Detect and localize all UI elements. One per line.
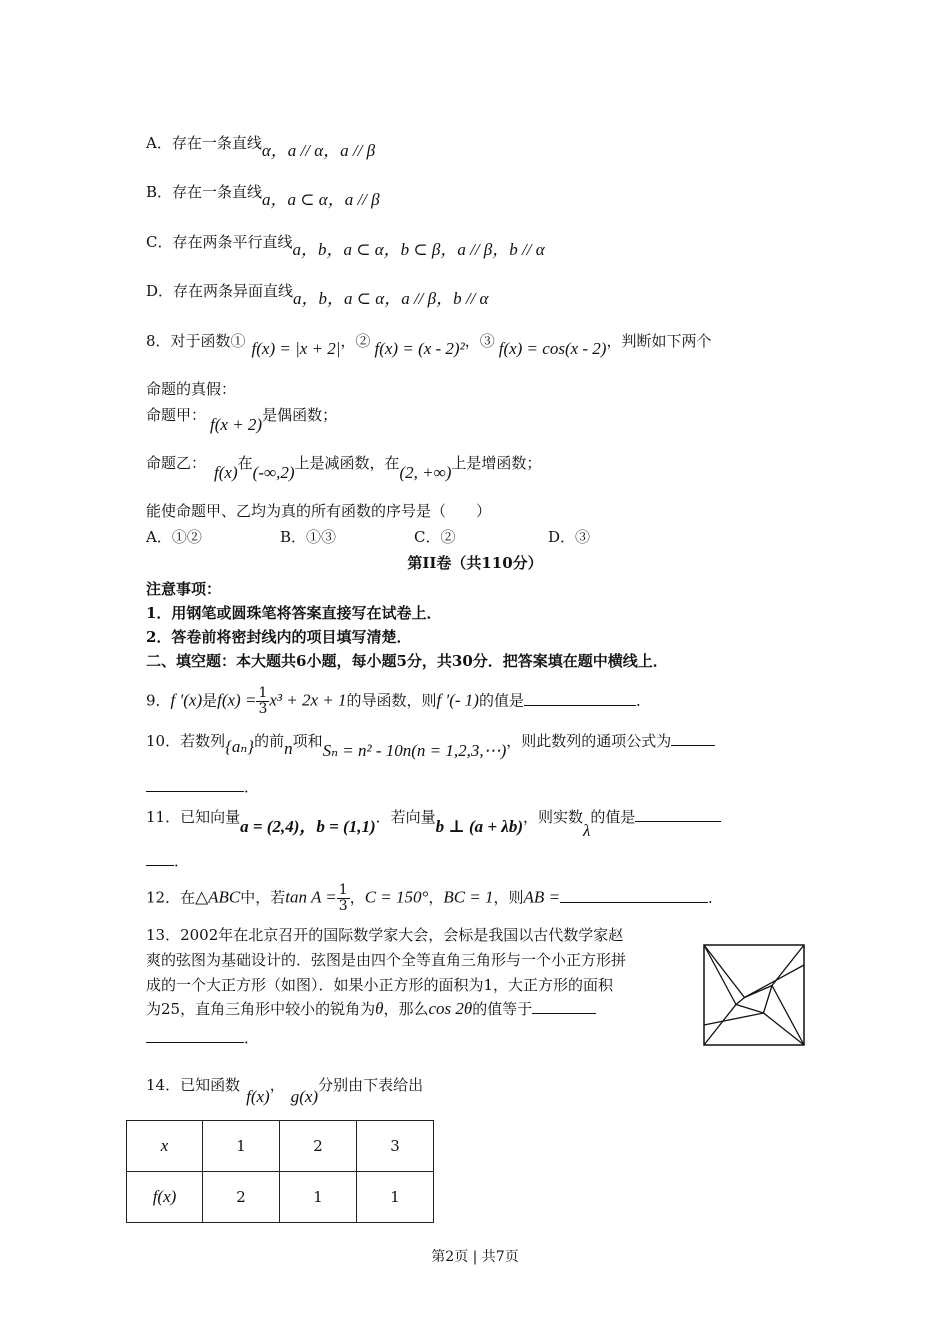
q11-answer-blank-cont[interactable] (146, 851, 174, 866)
q7-option-c: C．存在两条平行直线a，b，a ⊂ α，b ⊂ β，a // β，b // α (146, 233, 545, 259)
q9-answer-blank[interactable] (524, 691, 636, 706)
q13-line-2: 爽的弦图为基础设计的．弦图是由四个全等直角三角形与一个小正方形拼 (146, 951, 627, 969)
q11-answer-blank[interactable] (635, 807, 721, 822)
q9-fraction: $\frac{1}{3}$ (258, 685, 268, 717)
note-2: 2．答卷前将密封线内的项目填写清楚． (146, 628, 412, 646)
table-cell: x (127, 1121, 203, 1172)
q13-answer-blank[interactable] (532, 999, 596, 1014)
q8-stem-cont: 命题的真假： (146, 380, 237, 398)
q7-option-d: D．存在两条异面直线a，b，a ⊂ α，a // β，b // α (146, 282, 489, 308)
table-row (127, 1172, 434, 1223)
q7-option-a: A．存在一条直线α，a // α，a // β (146, 134, 376, 160)
page-footer: 第2页 | 共7页 (431, 1249, 519, 1265)
function-table (126, 1120, 434, 1223)
q8-choice-d: D．③ (548, 528, 591, 546)
q8-prop-1: 命题甲： f(x + 2)是偶函数； (146, 406, 338, 434)
q7-option-b: B．存在一条直线a，a ⊂ α，a // β (146, 183, 380, 209)
triangle-edge-4 (704, 945, 736, 1045)
notes-title: 注意事项： (146, 580, 222, 598)
q13-cont: ． (146, 1027, 259, 1048)
outer-square (704, 945, 804, 1045)
q8-choice-b: B．①③ (280, 528, 337, 546)
q10: 10．若数列{aₙ}的前n项和Sₙ = n² - 10n(n = 1,2,3,⋯)，则此数列的通项公式为 (146, 730, 715, 751)
table-cell: 1 (203, 1121, 280, 1172)
table-cell: 1 (357, 1172, 434, 1223)
q8-stem: 8．对于函数① f(x) = |x + 2|，② f(x) = (x - 2)²，③ f(x) = cos(x - 2)，判断如下两个 (146, 332, 712, 358)
section-heading: 二、填空题：本大题共6小题，每小题5分，共30分．把答案填在题中横线上． (146, 652, 668, 670)
table-cell: 2 (203, 1172, 280, 1223)
q8-prop-2: 命题乙： f(x)在(-∞,2)上是减函数，在(2, +∞)上是增函数； (146, 454, 542, 482)
q13-answer-blank-cont[interactable] (146, 1028, 244, 1043)
chord-diagram (703, 944, 805, 1046)
q8-choice-a: A．①② (146, 528, 202, 546)
inner-square (736, 986, 772, 1014)
q12: 12．在△ABC中，若tan A = $\frac{1}{3}$ ，C = 150°，BC = 1，则AB = ． (146, 882, 724, 914)
q11-cont: ． (146, 850, 189, 871)
table-header-row (127, 1121, 434, 1172)
q10-answer-blank[interactable] (671, 731, 715, 746)
q12-fraction: $\frac{1}{3}$ (338, 882, 348, 914)
q13-line-3: 成的一个大正方形（如图）．如果小正方形的面积为1，大正方形的面积 (146, 976, 614, 994)
table-cell: 1 (280, 1172, 357, 1223)
note-1: 1．用钢笔或圆珠笔将答案直接写在试卷上． (146, 604, 442, 622)
q8-choice-c: C．② (414, 528, 456, 546)
q12-answer-blank[interactable] (560, 888, 708, 903)
q10-answer-blank-cont[interactable] (146, 777, 244, 792)
q10-cont: ． (146, 776, 259, 797)
table-cell: 2 (280, 1121, 357, 1172)
q8-choices (146, 526, 590, 547)
q8-question: 能使命题甲、乙均为真的所有函数的序号是（ ） (146, 502, 492, 520)
triangle-edge-1 (704, 945, 804, 998)
triangle-edge-2 (772, 945, 804, 1045)
q14: 14．已知函数f(x)，g(x)分别由下表给出 (146, 1076, 424, 1106)
q13-line-4: 为25，直角三角形中较小的锐角为θ，那么cos 2θ的值等于 (146, 998, 596, 1019)
q9: 9．f ′(x)是f(x) = $\frac{1}{3}$ x³ + 2x + 1的导函数，则f ′(- 1)的值是 ． (146, 685, 651, 717)
table-cell: 3 (357, 1121, 434, 1172)
table-cell: f(x) (127, 1172, 203, 1223)
q11: 11．已知向量a = (2,4)，b = (1,1)．若向量b ⊥ (a + λb)，则实数λ的值是 (146, 802, 721, 827)
q13-line-1: 13．2002年在北京召开的国际数学家大会，会标是我国以古代数学家赵 (146, 926, 624, 944)
part2-title: 第II卷（共110分） (407, 554, 543, 572)
